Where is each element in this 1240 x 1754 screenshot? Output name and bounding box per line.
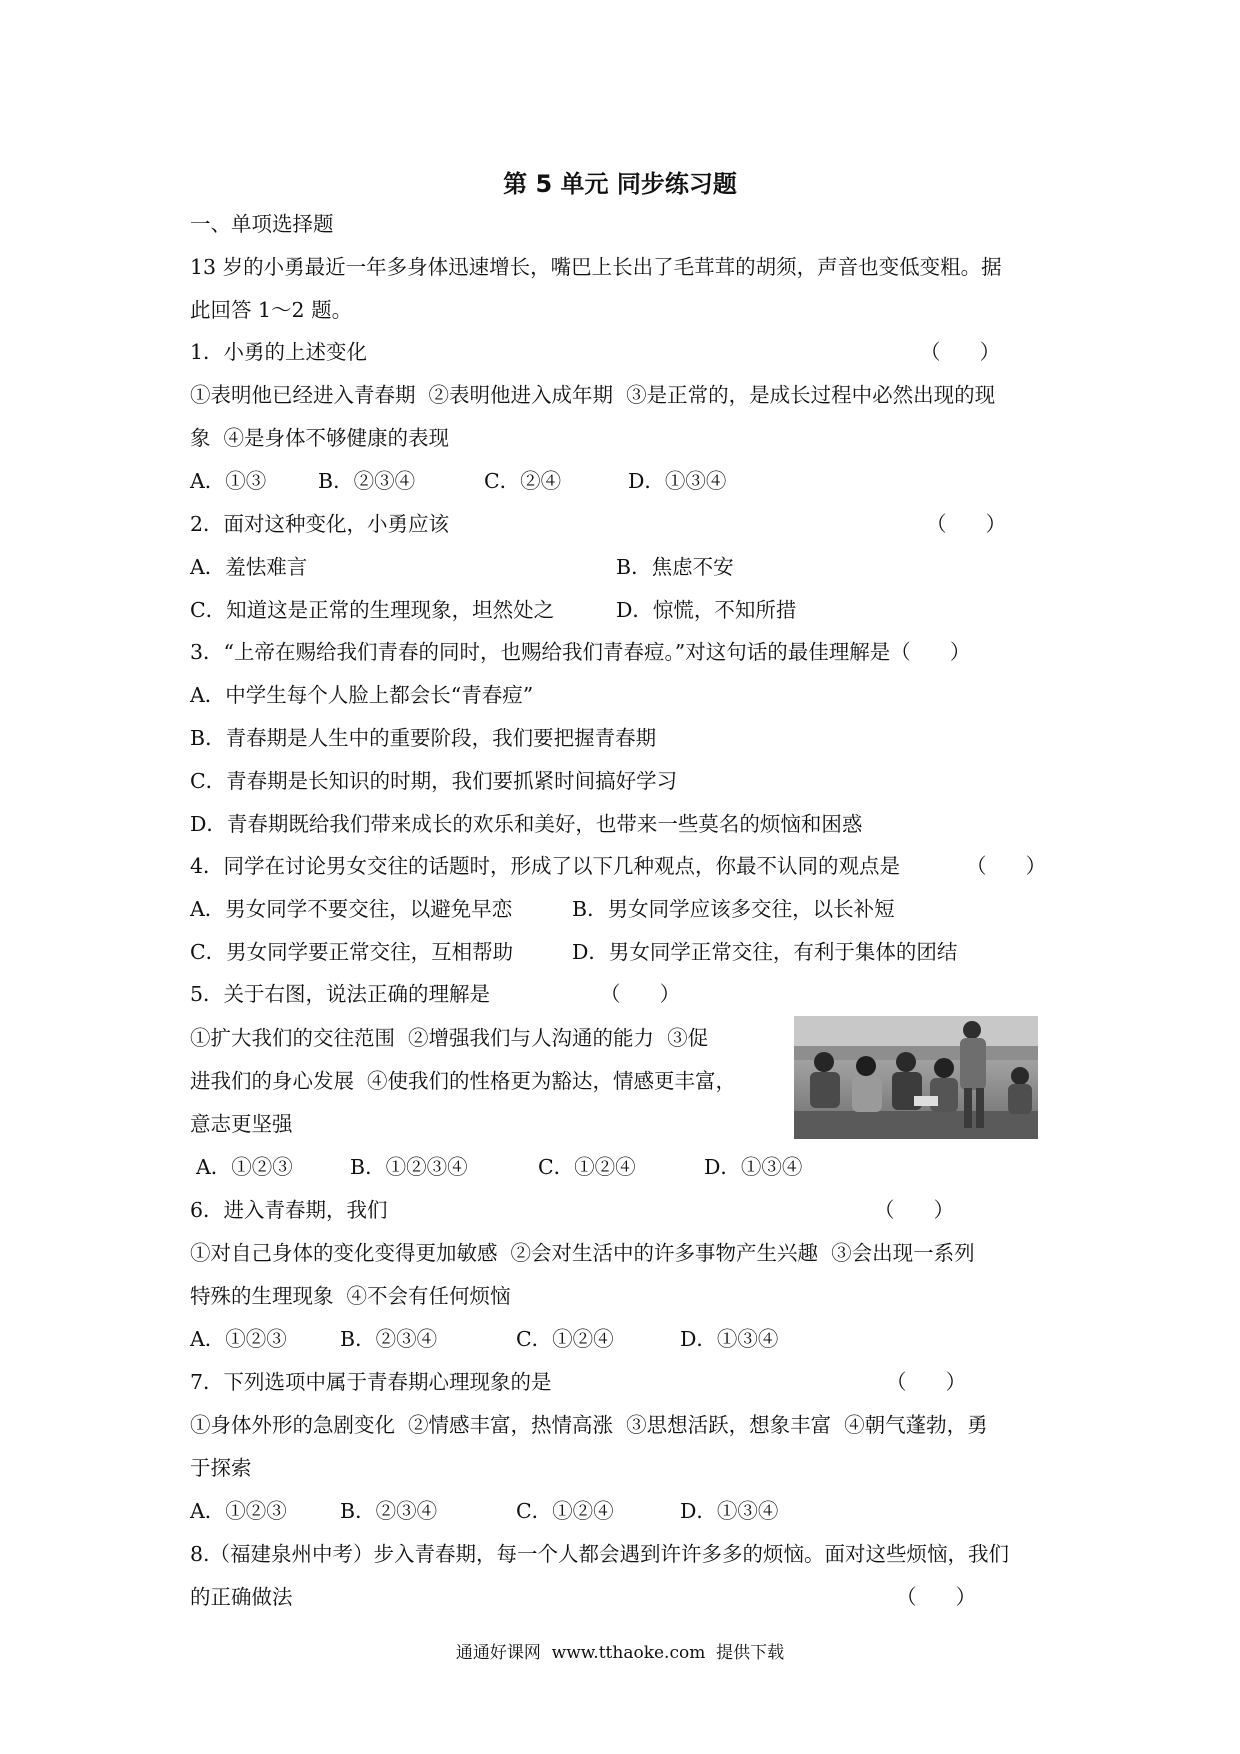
q7-answer-blank: （ ） xyxy=(886,1370,967,1394)
page-title: 第 5 单元 同步练习题 xyxy=(503,170,737,198)
q3-stem: 3．“上帝在赐给我们青春的同时，也赐给我们青春痘。”对这句话的最佳理解是（ ） xyxy=(190,640,971,664)
q3-option-d: D．青春期既给我们带来成长的欢乐和美好，也带来一些莫名的烦恼和困惑 xyxy=(190,812,863,836)
q5-stem: 5．关于右图，说法正确的理解是 xyxy=(190,982,491,1006)
q6-body-line-1: ①对自己身体的变化变得更加敏感 ②会对生活中的许多事物产生兴趣 ③会出现一系列 xyxy=(190,1241,975,1265)
q2-option-a: A．羞怯难言 xyxy=(190,555,308,579)
q1-option-d: D．①③④ xyxy=(628,469,727,493)
q7-body-line-2: 于探索 xyxy=(190,1456,252,1480)
intro-line-1: 13 岁的小勇最近一年多身体迅速增长，嘴巴上长出了毛茸茸的胡须，声音也变低变粗。据 xyxy=(190,255,1002,279)
q1-body-line-2: 象 ④是身体不够健康的表现 xyxy=(190,426,450,450)
q6-option-d: D．①③④ xyxy=(680,1327,779,1351)
q2-option-d: D．惊慌，不知所措 xyxy=(616,598,797,622)
q2-option-c: C．知道这是正常的生理现象，坦然处之 xyxy=(190,598,555,622)
q6-option-a: A．①②③ xyxy=(190,1327,287,1351)
q8-stem-line-1: 8.（福建泉州中考）步入青春期，每一个人都会遇到许许多多的烦恼。面对这些烦恼，我们 xyxy=(190,1542,1010,1566)
intro-line-2: 此回答 1～2 题。 xyxy=(190,298,353,322)
q6-option-b: B．②③④ xyxy=(340,1327,438,1351)
q8-stem-line-2: 的正确做法 xyxy=(190,1585,293,1609)
page-footer: 通通好课网 www.tthaoke.com 提供下载 xyxy=(455,1643,785,1663)
q6-stem: 6．进入青春期，我们 xyxy=(190,1198,388,1222)
q3-option-c: C．青春期是长知识的时期，我们要抓紧时间搞好学习 xyxy=(190,769,678,793)
q7-stem: 7．下列选项中属于青春期心理现象的是 xyxy=(190,1370,552,1394)
q1-option-b: B．②③④ xyxy=(318,469,416,493)
q5-option-d: D．①③④ xyxy=(704,1155,803,1179)
q5-option-c: C．①②④ xyxy=(538,1155,636,1179)
q1-stem: 1．小勇的上述变化 xyxy=(190,340,368,364)
q7-option-c: C．①②④ xyxy=(516,1499,614,1523)
q7-option-b: B．②③④ xyxy=(340,1499,438,1523)
q8-answer-blank: （ ） xyxy=(896,1585,977,1609)
q6-option-c: C．①②④ xyxy=(516,1327,614,1351)
q5-body-line-1: ①扩大我们的交往范围 ②增强我们与人沟通的能力 ③促 xyxy=(190,1026,709,1050)
q2-stem: 2．面对这种变化，小勇应该 xyxy=(190,512,450,536)
q1-answer-blank: （ ） xyxy=(920,340,1001,364)
q6-answer-blank: （ ） xyxy=(874,1198,955,1222)
q7-option-a: A．①②③ xyxy=(190,1499,287,1523)
q1-body-line-1: ①表明他已经进入青春期 ②表明他进入成年期 ③是正常的，是成长过程中必然出现的现 xyxy=(190,383,996,407)
q4-option-c: C．男女同学要正常交往，互相帮助 xyxy=(190,940,514,964)
q6-body-line-2: 特殊的生理现象 ④不会有任何烦恼 xyxy=(190,1284,511,1308)
q5-option-b: B．①②③④ xyxy=(350,1155,468,1179)
q5-body-line-2: 进我们的身心发展 ④使我们的性格更为豁达，情感更丰富， xyxy=(190,1069,737,1093)
q4-option-b: B．男女同学应该多交往，以长补短 xyxy=(572,897,895,921)
q7-body-line-1: ①身体外形的急剧变化 ②情感丰富，热情高涨 ③思想活跃，想象丰富 ④朝气蓬勃，勇 xyxy=(190,1413,988,1437)
section-heading: 一、单项选择题 xyxy=(190,212,334,236)
photo-illustration xyxy=(794,1016,1038,1139)
q5-answer-blank: （ ） xyxy=(600,982,681,1006)
q2-answer-blank: （ ） xyxy=(926,512,1007,536)
q3-option-a: A．中学生每个人脸上都会长“青春痘” xyxy=(190,683,534,707)
q4-option-d: D．男女同学正常交往，有利于集体的团结 xyxy=(572,940,958,964)
q3-option-b: B．青春期是人生中的重要阶段，我们要把握青春期 xyxy=(190,726,657,750)
q1-option-a: A．①③ xyxy=(190,469,267,493)
q5-body-line-3: 意志更坚强 xyxy=(190,1112,293,1136)
q2-option-b: B．焦虑不安 xyxy=(616,555,734,579)
q1-option-c: C．②④ xyxy=(484,469,562,493)
q4-stem: 4．同学在讨论男女交往的话题时，形成了以下几种观点，你最不认同的观点是 xyxy=(190,854,901,878)
q5-option-a: A．①②③ xyxy=(196,1155,293,1179)
q4-answer-blank: （ ） xyxy=(966,854,1047,878)
q4-option-a: A．男女同学不要交往，以避免早恋 xyxy=(190,897,513,921)
students-chatting-photo xyxy=(794,1016,1038,1139)
q7-option-d: D．①③④ xyxy=(680,1499,779,1523)
